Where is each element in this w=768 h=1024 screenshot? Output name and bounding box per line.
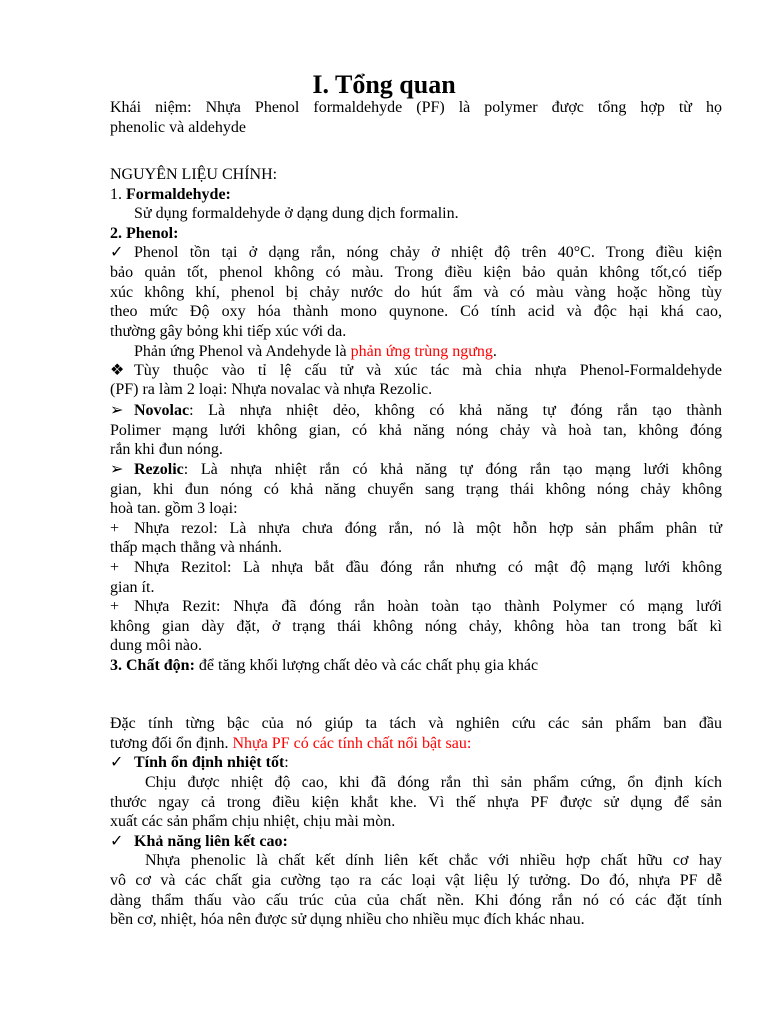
type-rezitol-line-1 (110, 558, 722, 578)
reaction-prefix: Phản ứng Phenol và Andehyde là (134, 343, 351, 360)
bonding-line-3: dàng thẩm thấu vào cấu trúc của của chất nền. Khi đóng rắn nó có các đặt tính (110, 892, 722, 909)
item-2-label: Phenol: (126, 225, 179, 242)
item-1-label: Formaldehyde: (126, 186, 231, 203)
phenol-line-2: bảo quản tốt, phenol không có màu. Trong điều kiện bảo quản không tốt,có tiếp (110, 264, 722, 281)
plus-bullet-icon: + (110, 598, 120, 615)
thermal-heading (110, 753, 722, 773)
novolac-line-3: rắn khi đun nóng. (110, 441, 223, 458)
check-mark-icon: ✓ (110, 833, 124, 850)
rezolic-line-1 (110, 460, 722, 480)
phenol-line-3: xúc không khí, phenol bị chảy nước do hút ẩm và có màu vàng hoặc hồng tùy (110, 284, 722, 301)
phenol-line-5: thường gây bỏng khi tiếp xúc với da. (110, 323, 347, 340)
thermal-line-1: Chịu được nhiệt độ cao, khi đã đóng rắn thì sản phẩm cứng, ổn định kích (145, 774, 722, 791)
phenol-line-1-text: Phenol tồn tại ở dạng rắn, nóng chảy ở nhiệt độ trên 40°C. Trong điều kiện (134, 244, 722, 261)
reaction-suffix: . (492, 343, 497, 360)
novolac-label: Novolac (134, 402, 190, 419)
type-rezitol-line-2: gian ít. (110, 579, 155, 596)
classification-line-1 (110, 361, 722, 381)
novolac-line-1-text: : Là nhựa nhiệt dẻo, không có khả năng tự đóng rắn tạo thành (189, 402, 722, 419)
novolac-line-2: Polimer mạng lưới không gian, có khả năng nóng chảy và hoà tan, không đóng (110, 422, 722, 439)
rezolic-line-1-text: : Là nhựa nhiệt rắn có khả năng tự đóng rắn tạo mạng lưới không (183, 461, 722, 478)
arrow-bullet-icon: ➢ (110, 461, 124, 478)
check-mark-icon: ✓ (110, 754, 124, 771)
item-3-line (110, 656, 722, 676)
bonding-label: Khả năng liên kết cao: (134, 833, 288, 850)
properties-line-2-prefix: tương đối ổn định. (110, 735, 233, 752)
type-rezit-line-3: dung môi nào. (110, 637, 202, 654)
concept-line-1: Khái niệm: Nhựa Phenol formaldehyde (PF) là polymer được tổng hợp từ họ (110, 99, 722, 116)
plus-bullet-icon: + (110, 520, 120, 537)
reaction-highlight: phản ứng trùng ngưng (350, 343, 493, 360)
reaction-line (134, 342, 722, 362)
rezolic-label: Rezolic (134, 461, 184, 478)
item-2-number: 2. (110, 225, 126, 242)
item-3-text: để tăng khối lượng chất dẻo và các chất phụ gia khác (194, 657, 539, 674)
properties-highlight: Nhựa PF có các tính chất nổi bật sau: (232, 735, 472, 752)
item-3-label: Chất độn: (126, 657, 195, 674)
bonding-line-2: vô cơ và các chất gia cường tạo ra các loại vật liệu lý tưởng. Do đó, nhựa PF dễ (110, 872, 722, 889)
item-1-text: Sử dụng formaldehyde ở dạng dung dịch formalin. (134, 205, 459, 222)
item-1-number: 1. (110, 186, 126, 203)
type-rezit-text: Nhựa Rezit: Nhựa đã đóng rắn hoàn toàn tạo thành Polymer có mạng lưới (134, 598, 722, 615)
type-rezitol-text: Nhựa Rezitol: Là nhựa bắt đầu đóng rắn nhưng có mật độ mạng lưới không (134, 559, 722, 576)
type-rezit-line-2: không gian dày đặt, ở trạng thái không nóng chảy, không hòa tan trong bất kì (110, 618, 722, 635)
item-3-number: 3. (110, 657, 126, 674)
plus-bullet-icon: + (110, 559, 120, 576)
classification-line-1-text: Tùy thuộc vào tỉ lệ cấu tử và xúc tác mà chia nhựa Phenol-Formaldehyde (134, 362, 722, 379)
concept-line-2: phenolic và aldehyde (110, 119, 246, 136)
type-rezol-line-1 (110, 519, 722, 539)
arrow-bullet-icon: ➢ (110, 402, 124, 419)
thermal-line-2: thước ngay cả trong điều kiện khắt khe. Vì thế nhựa PF được sử dụng để sản (110, 794, 722, 811)
rezolic-line-2: gian, khi đun nóng có khả năng chuyển sang trạng thái không nóng chảy không (110, 481, 722, 498)
materials-heading: NGUYÊN LIỆU CHÍNH: (110, 166, 278, 183)
diamond-bullet-icon: ❖ (110, 362, 125, 379)
type-rezit-line-1 (110, 597, 722, 617)
item-1-heading (110, 185, 722, 205)
bonding-heading (110, 832, 722, 852)
thermal-label: Tính ổn định nhiệt tốt (134, 754, 285, 771)
properties-line-2 (110, 734, 722, 754)
type-rezol-line-2: thấp mạch thẳng và nhánh. (110, 539, 282, 556)
thermal-colon: : (284, 754, 289, 771)
novolac-line-1 (110, 401, 722, 421)
thermal-line-3: xuất các sản phẩm chịu nhiệt, chịu mài mòn. (110, 813, 396, 830)
classification-line-2: (PF) ra làm 2 loại: Nhựa novalac và nhựa Rezolic. (110, 381, 433, 398)
properties-line-1: Đặc tính từng bậc của nó giúp ta tách và nghiên cứu các sản phẩm ban đầu (110, 715, 722, 732)
bonding-line-4: bền cơ, nhiệt, hóa nên được sử dụng nhiều cho nhiều mục đích khác nhau. (110, 911, 585, 928)
phenol-line-4: theo mức Độ oxy hóa thành mono quynone. Có tính acid và độc hại khá cao, (110, 303, 722, 320)
type-rezol-text: Nhựa rezol: Là nhựa chưa đóng rắn, nó là một hỗn hợp sản phẩm phân tử (134, 520, 722, 537)
rezolic-line-3: hoà tan. gồm 3 loại: (110, 500, 238, 517)
phenol-line-1 (110, 243, 722, 263)
item-2-heading (110, 224, 722, 244)
section-title: I. Tổng quan (312, 70, 456, 99)
check-mark-icon: ✓ (110, 244, 124, 261)
bonding-line-1: Nhựa phenolic là chất kết dính liên kết chắc với nhiều hợp chất hữu cơ hay (145, 852, 722, 869)
